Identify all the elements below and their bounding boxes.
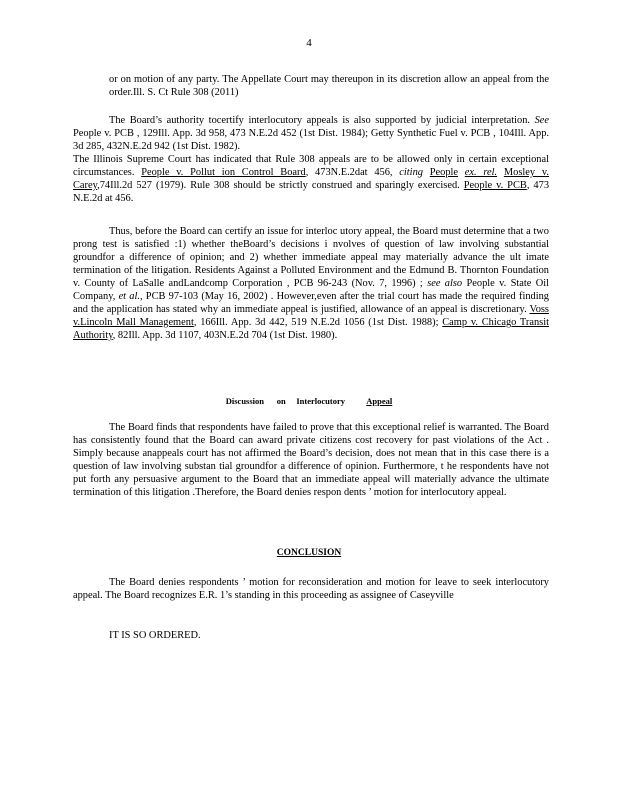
conclusion-paragraph [73, 576, 549, 602]
case-citation: People [429, 167, 459, 178]
case-citation: Mosley v. Carey [73, 167, 549, 191]
case-citation: Voss v.Lincoln Mall Management [73, 304, 549, 328]
conclusion-text: The Board denies respondents ’ motion for reconsideration and motion for leave to seek interlocutory appeal. The Board recognizes E.R. 1’s standing in this proceeding as assignee of Caseyville [73, 577, 549, 601]
supreme-court-text: The Illinois Supreme Court has indicated that Rule 308 appeals are to be allowed only in certain exceptional circumstances. People v. Pollut ion Control Board, 473N.E.2dat 456, citing People ex. rel. Mosley v. Carey,74Ill.2d 527 (1979). Rule 308 should be strictly construed and sparingly exercised. People v. PCB, 473 N.E.2d at 456. [73, 154, 550, 204]
discussion-text: The Board finds that respondents have failed to prove that this exceptional relief is warranted. The Board has consistently found that the Board can award private citizens cost recovery for past violations of the Act . Simply because anappeals court has not affirmed the Board’s decision, does not mean that in this case there is a question of law involving substan tial groundfor a difference of opinion. Furthermore, t he respondents have not put forth any persuasive argument to the Board that an immediate appeal will materially advance the ultimate termination of this litigation .Therefore, the Board denies respon dents ’ motion for interlocutory appeal. [73, 422, 549, 498]
conclusion-heading: CONCLUSION [276, 548, 342, 558]
discussion-paragraph [73, 421, 549, 499]
page-number: 4 [306, 37, 312, 49]
case-citation: Camp v. Chicago Transit Authority [73, 317, 549, 341]
authority-paragraph [73, 114, 549, 205]
test-text: Thus, before the Board can certify an issue for interloc utory appeal, the Board must determine that a two prong test is satisfied :1) whether theBoard’s decisions i nvolves of question of law involving substantial groundfor a difference of opinion; and 2) whether immediate appeal may materially advance the ult imate termination of the litigation. Residents Against a Polluted Environment and the Edmund B. Thornton Foundation v. County of LaSalle andLandcomp Corporation , PCB 96-243 (Nov. 7, 1996) ; see also People v. State Oil Company, et al., PCB 97-103 (May 16, 2002) . However,even after the trial court has made the required finding and the application has stated why an immediate appeal is justified, allowance of an appeal is discretionary. Voss v.Lincoln Mall Management, 166Ill. App. 3d 442, 519 N.E.2d 1056 (1st Dist. 1988); Camp v. Chicago Transit Authority, 82Ill. App. 3d 1107, 403N.E.2d 704 (1st Dist. 1980). [73, 226, 550, 341]
closing-line: IT IS SO ORDERED. [109, 630, 201, 641]
quote-text: or on motion of any party. The Appellate Court may thereupon in its discretion allow an appeal from the order.Ill. S. Ct Rule 308 (2011) [109, 74, 549, 98]
quote-paragraph [109, 73, 549, 99]
discussion-heading: Discussion on Interlocutory Appeal [225, 396, 393, 406]
case-citation: People v. PCB [463, 180, 527, 191]
test-paragraph [73, 225, 549, 342]
authority-text: The Board’s authority tocertify interlocutory appeals is also supported by judicial interpretation. See People v. PCB , 129Ill. App. 3d 958, 473 N.E.2d 452 (1st Dist. 1984); Getty Synthetic Fuel v. PCB , 104Ill. App. 3d 285, 432N.E.2d 942 (1st Dist. 1982). [73, 115, 549, 152]
case-citation: People v. Pollut ion Control Board [141, 167, 306, 178]
